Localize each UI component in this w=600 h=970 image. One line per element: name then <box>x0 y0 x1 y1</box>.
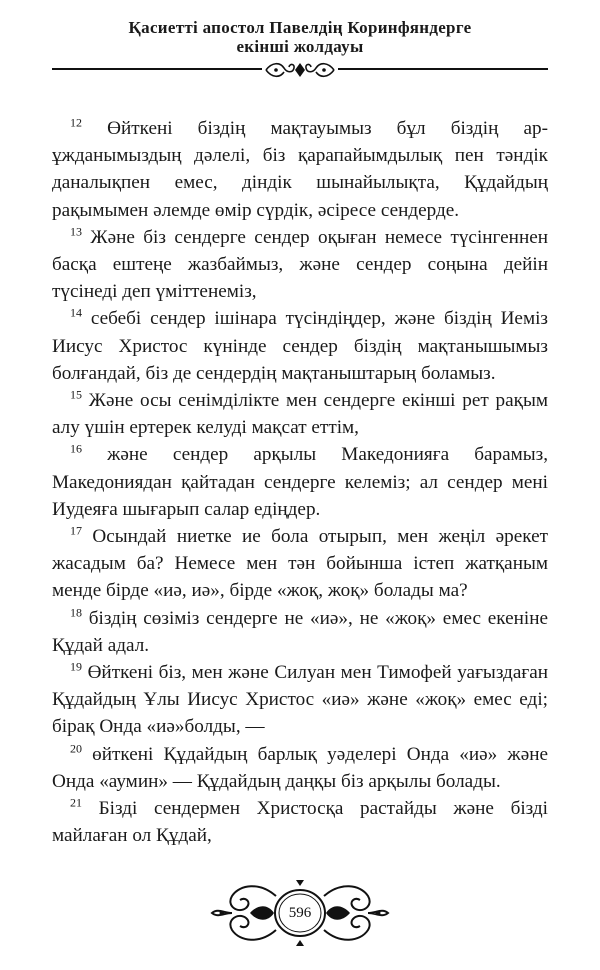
verse-text: Өйткені біз, мен және Силуан мен Тимофей уағыздаған Құдайдың Ұлы Иисус Христос «иә» және «жоқ» емес еді; бірақ Онда «иә»болды, — <box>52 662 548 738</box>
verse-text: Бізді сендермен Христосқа растайды және бізді майлаған ол Құдай, <box>52 798 548 847</box>
header-title-line1: Қасиетті апостол Павелдің Коринфяндерге <box>128 18 472 37</box>
verse-number: 18 <box>70 605 82 620</box>
text-body <box>52 115 548 849</box>
verse-21 <box>52 795 548 849</box>
verse-text: себебі сендер ішінара түсіндіңдер, және біздің Иеміз Иисус Христос күнінде сендер біздің мақтанышымыз болғандай, біз де сендердің мақтаныштарың боламыз. <box>52 308 549 384</box>
verse-number: 19 <box>70 659 82 674</box>
verse-number: 20 <box>70 741 82 756</box>
verse-text: біздің сөзіміз сендерге не «иә», не «жоқ» емес екеніне Құдай адал. <box>52 607 549 656</box>
verse-14 <box>52 305 548 387</box>
page-number: 596 <box>288 905 312 921</box>
verse-text: Және осы сенімділікте мен сендерге екінші рет рақым алу үшін ертерек келуді мақсат еттім, <box>52 390 548 439</box>
verse-number: 16 <box>70 442 82 457</box>
verse-16 <box>52 441 548 523</box>
verse-19 <box>52 659 548 741</box>
header-title-line2: екінші жолдауы <box>236 37 364 56</box>
verse-number: 12 <box>70 115 82 130</box>
verse-text: Өйткені біздің мақтауымыз бұл біздің ар-ұжданымыздың дәлелі, біз қарапайымдылық пен тәндік даналықпен емес, діндік шынайылықта, Құдайдың рақымымен әлемде өмір сүрдік, әсіресе сендерде. <box>52 118 549 221</box>
verse-15 <box>52 387 548 441</box>
verse-text: Осындай ниетке ие бола отырып, мен жеңіл әрекет жасадым ба? Немесе мен тән бойынша істеп жатқаным менде бірде «иә, иә», бірде «жоқ, жоқ» болады ма? <box>52 526 548 602</box>
header-rule-left <box>52 68 262 70</box>
verse-17 <box>52 523 548 605</box>
verse-number: 21 <box>70 795 82 810</box>
verse-number: 14 <box>70 306 82 321</box>
verse-text: және сендер арқылы Македонияға барамыз, Македониядан қайтадан сендерге келеміз; ал сендер мені Иудеяға шығарып салар едіңдер. <box>52 444 549 520</box>
running-header <box>0 18 600 56</box>
verse-number: 13 <box>70 224 82 239</box>
header-ornament-icon <box>262 59 338 81</box>
verse-text: өйткені Құдайдың барлық уәделері Онда «иә» және Онда «аумин» — Құдайдың даңқы біз арқылы болады. <box>52 743 548 792</box>
verse-number: 17 <box>70 523 82 538</box>
verse-13 <box>52 224 548 306</box>
verse-text: Және біз сендерге сендер оқыған немесе түсінгеннен басқа ештеңе жазбаймыз, және сендер соңына дейін түсінеді деп үміттенеміз, <box>52 226 548 303</box>
verse-20 <box>52 741 548 795</box>
verse-18 <box>52 605 548 659</box>
verse-12 <box>52 115 548 224</box>
verse-number: 15 <box>70 387 82 402</box>
header-rule-right <box>338 68 548 70</box>
